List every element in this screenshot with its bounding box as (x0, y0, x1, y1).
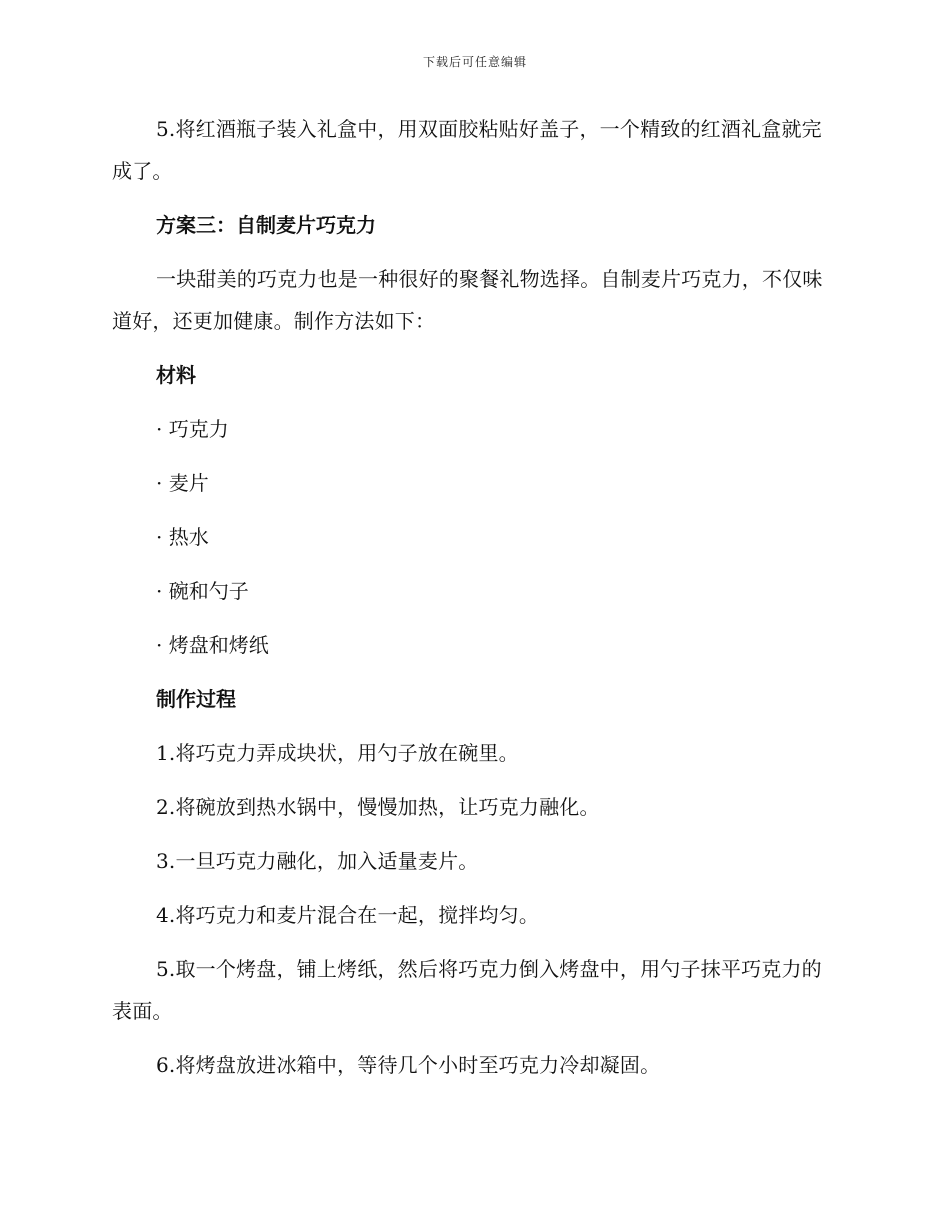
step-item: 2.将碗放到热水锅中，慢慢加热，让巧克力融化。 (156, 795, 600, 819)
step-item: 3.一旦巧克力融化，加入适量麦片。 (156, 849, 479, 873)
page-header: 下载后可任意编辑 (422, 55, 527, 69)
heading-materials: 材料 (156, 363, 196, 387)
step-item: 1.将巧克力弄成块状，用勺子放在碗里。 (156, 741, 519, 765)
list-item: · 碗和勺子 (156, 579, 249, 603)
list-item: · 麦片 (156, 471, 209, 495)
heading-process: 制作过程 (156, 687, 236, 711)
paragraph-wine-box-step5: 5.将红酒瓶子装入礼盒中，用双面胶粘贴好盖子，一个精致的红酒礼盒就完成了。 (112, 117, 822, 183)
list-item: · 巧克力 (156, 417, 229, 441)
step-item: 4.将巧克力和麦片混合在一起，搅拌均匀。 (156, 903, 540, 927)
document-body (112, 108, 832, 1098)
step-item: 5.取一个烤盘，铺上烤纸，然后将巧克力倒入烤盘中，用勺子抹平巧克力的表面。 (112, 957, 822, 1023)
step-item: 6.将烤盘放进冰箱中，等待几个小时至巧克力冷却凝固。 (156, 1053, 661, 1077)
paragraph-chocolate-intro: 一块甜美的巧克力也是一种很好的聚餐礼物选择。自制麦片巧克力，不仅味道好，还更加健康。制作方法如下： (112, 267, 823, 333)
heading-plan-three: 方案三：自制麦片巧克力 (156, 213, 376, 237)
list-item: · 烤盘和烤纸 (156, 633, 269, 657)
list-item: · 热水 (156, 525, 209, 549)
